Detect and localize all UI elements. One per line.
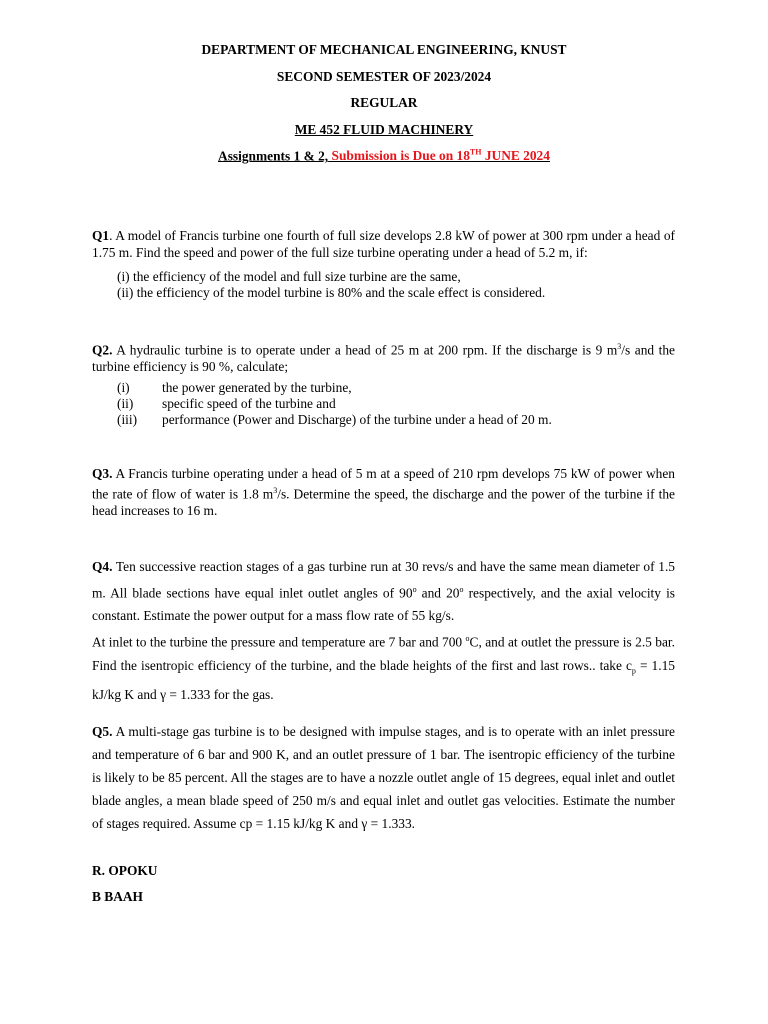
question-5-label: Q5. — [92, 724, 113, 739]
signature-2: B BAAH — [92, 889, 143, 904]
question-5 — [92, 720, 675, 835]
question-4: Q4. Ten successive reaction stages of a gas turbine run at 30 revs/s and have the same mean diameter of 1.5 m. All blade sections have equal inlet outlet angles of 90$^o$ and 20$^o$ respectively, and the axial velocity is constant. Estimate the power output for a mass flow rate of 55 kg/s. At inlet to the turbine the pressure and temperature are 7 bar and 700 $^o$C, and at outlet the pressure is 2.5 bar. Find the isentropic efficiency of the turbine, and the blade heights of the first and last rows.. take $c_p = 1.15$ kJ/kg K and γ = 1.333 for the gas. — [92, 559, 676, 702]
regular-heading: REGULAR — [350, 95, 418, 110]
question-3: Q3. A Francis turbine operating under a head of 5 m at a speed of 210 rpm develops 75 kW of power when the rate of flow of water is 1.8 $m^3/s$. Determine the speed, the discharge and the power of the turbine if the head increases to 16 m. — [92, 466, 675, 519]
question-1-label: Q1 — [92, 228, 110, 243]
question-2-item-2: specific speed of the turbine and — [162, 396, 336, 411]
question-1-text: . A model of Francis turbine one fourth of full size develops 2.8 kW of power at 300 rpm under a head of 1.75 m. Find the speed and power of the full size turbine operating under a head of 5.2 m, if: — [92, 228, 675, 260]
question-2-item-2-number: (ii) — [117, 396, 134, 411]
question-2-label: Q2. — [92, 342, 113, 358]
question-2-item-1: the power generated by the turbine, — [162, 380, 352, 395]
question-4-label: Q4. — [92, 559, 113, 574]
question-2: Q2. A hydraulic turbine is to operate under a head of 25 m at 200 rpm. If the discharge is 9 $m^3/s$ and the turbine efficiency is 90 %, calculate; — [92, 342, 675, 375]
due-date-text: Submission is Due on 18TH JUNE 2024 — [328, 148, 550, 164]
course-heading: ME 452 FLUID MACHINERY — [294, 122, 474, 137]
assignments-label: Assignments 1 & 2, — [218, 148, 329, 164]
semester-heading: SECOND SEMESTER OF 2023/2024 — [276, 69, 492, 84]
signature-1: R. OPOKU — [92, 863, 158, 878]
question-5-text: A multi-stage gas turbine is to be designed with impulse stages, and is to operate with an inlet pressure and temperature of 6 bar and 900 K, and an outlet pressure of 1 bar. The isentropic efficiency of the turbine is likely to be 85 percent. All the stages are to have a nozzle outlet angle of 15 degrees, equal inlet and outlet blade angles, a mean blade speed of 250 m/s and equal inlet and outlet gas velocities. Estimate the number of stages required. Assume cp = 1.15 kJ/kg K and γ = 1.333. — [92, 724, 675, 831]
question-2-item-1-number: (i) — [117, 380, 130, 395]
question-1-item-2: (ii) the efficiency of the model turbine is 80% and the scale effect is considered. — [117, 285, 546, 300]
question-1-item-1: (i) the efficiency of the model and full size turbine are the same, — [117, 269, 461, 284]
department-heading: DEPARTMENT OF MECHANICAL ENGINEERING, KNUST — [201, 42, 567, 57]
question-1 — [92, 227, 675, 261]
question-3-label: Q3. — [92, 466, 113, 481]
question-2-item-3: performance (Power and Discharge) of the turbine under a head of 20 m. — [162, 412, 552, 427]
assignments-heading — [0, 148, 768, 164]
question-2-item-3-number: (iii) — [117, 412, 138, 427]
